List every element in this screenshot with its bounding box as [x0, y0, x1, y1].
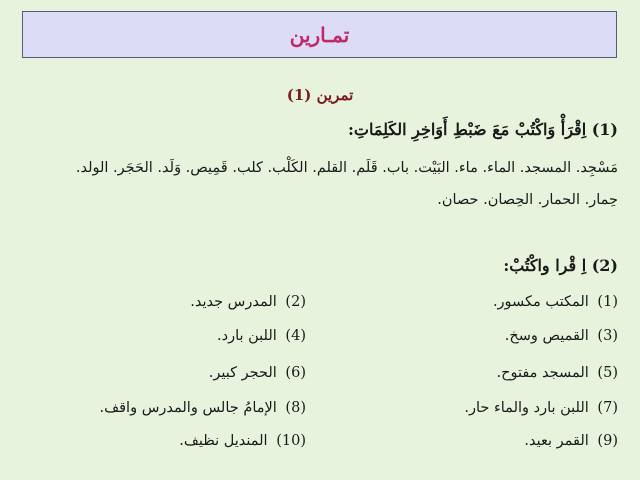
item-text: اللبن بارد. [217, 328, 277, 344]
item-number: (9) [597, 433, 618, 449]
item-number: (4) [285, 328, 306, 344]
item-text: المنديل نظيف. [179, 433, 268, 449]
word-list-line-1: مَسْجِد. المسجد. الماء. ماء. البَيْت. باب. قَلَم. القلم. الكَلْب. كلب. قَمِيص. وَلَد. الحَجَر. الولد. [75, 160, 618, 176]
item-text: اللبن بارد والماء حار. [464, 400, 589, 416]
item-number: (2) [285, 294, 306, 310]
sentence-item-4 [217, 328, 306, 344]
item-text: المدرس جديد. [190, 294, 277, 310]
sentence-item-8 [100, 400, 307, 416]
word-list-line-2: حِمار. الحمار. الحِصان. حصان. [437, 192, 618, 208]
item-number: (8) [285, 400, 306, 416]
sentence-item-9 [524, 433, 618, 449]
item-text: القمر بعيد. [524, 433, 589, 449]
item-text: المكتب مكسور. [492, 294, 589, 310]
sentence-item-10 [179, 433, 306, 449]
title-box [22, 11, 617, 58]
sentence-item-3 [505, 328, 618, 344]
item-number: (6) [285, 365, 306, 381]
item-text: القميص وسخ. [504, 328, 589, 344]
sentence-item-5 [497, 365, 618, 381]
exercise1-instruction: (1) اِقْرَأْ وَاكْتُبْ مَعَ ضَبْطِ أَوَاخِرِ الكَلِمَاتِ: [348, 120, 618, 139]
sentence-item-1 [493, 294, 618, 310]
sentence-item-2 [190, 294, 306, 310]
item-number: (7) [597, 400, 618, 416]
item-number: (3) [597, 328, 618, 344]
item-number: (5) [597, 365, 618, 381]
page-title: تمـارين [289, 22, 350, 47]
exercise2-instruction: (2) اِ قْرا واكْتُبْ: [503, 256, 618, 275]
item-text: الإمامُ جالس والمدرس واقف. [99, 400, 277, 416]
sentence-item-7 [464, 400, 618, 416]
item-number: (1) [597, 294, 618, 310]
item-text: الحجر كبير. [208, 365, 277, 381]
sentence-item-6 [209, 365, 306, 381]
item-text: المسجد مفتوح. [496, 365, 589, 381]
item-number: (10) [276, 433, 306, 449]
exercise-heading: تمرين (1) [286, 86, 354, 104]
